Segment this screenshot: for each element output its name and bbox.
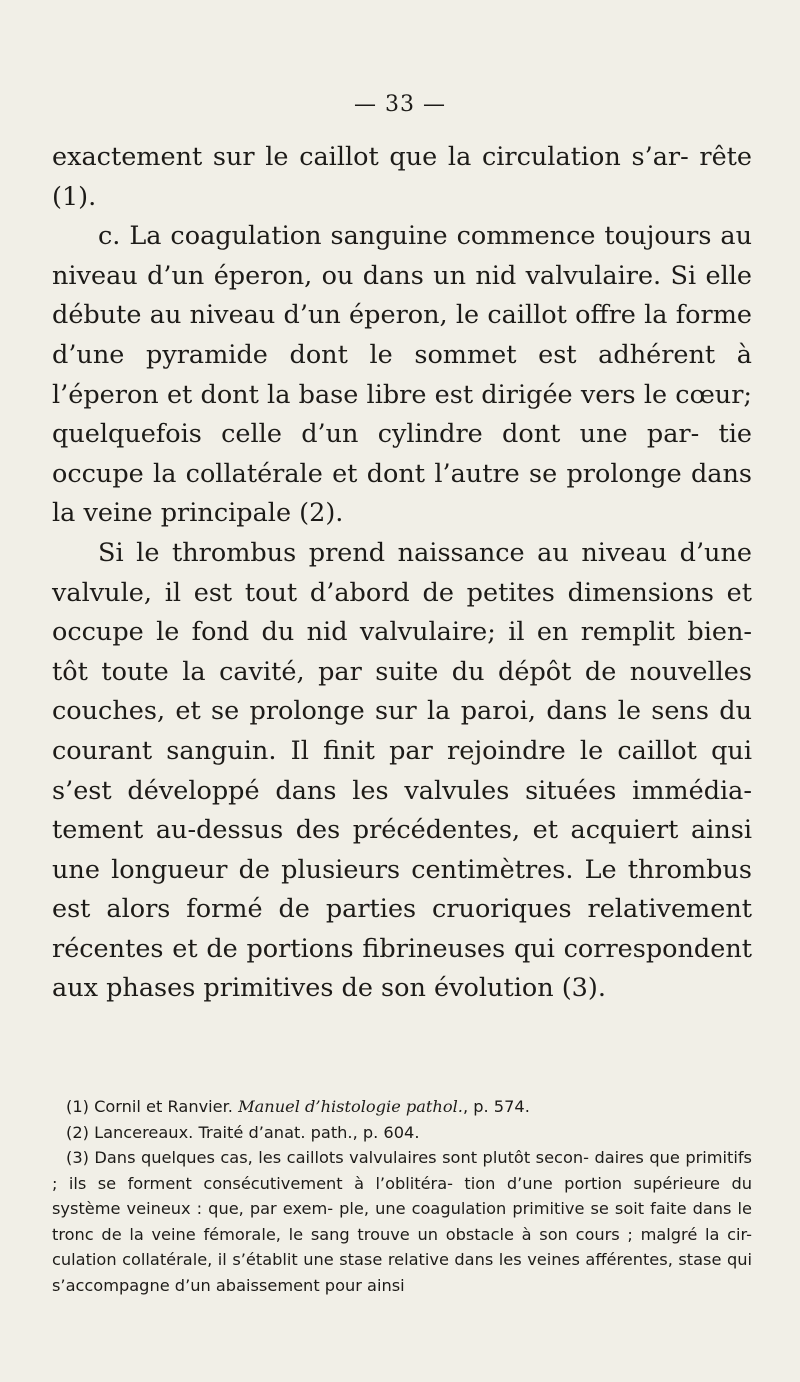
footnote-2: (2) Lancereaux. Traité d’anat. path., p. 604. <box>66 1122 420 1142</box>
footnote-1 <box>52 1094 752 1120</box>
paragraph-2: c. La coagulation sanguine commence toujours au niveau d’un éperon, ou dans un nid valvulaire. Si elle débute au niveau d’un éperon, le caillot offre la forme d’une pyramide dont le sommet est adhérent à l’éperon et dont la base libre est dirigée vers le cœur; quelquefois celle d’un cylindre dont une par- tie occupe la collatérale et dont l’autre se prolonge dans la veine principale (2). <box>52 221 752 529</box>
paragraph-3: Si le thrombus prend naissance au niveau d’une valvule, il est tout d’abord de petites dimensions et occupe le fond du nid valvulaire; il en remplit bien- tôt toute la cavité, par suite du dépôt de nouvelles couches, et se prolonge sur la paroi, dans le sens du courant sanguin. Il finit par rejoindre le caillot qui s’est développé dans les valvules situées immédia- tement au-dessus des précédentes, et acquiert ainsi une longueur de plusieurs centimètres. Le thrombus est alors formé de parties cruoriques relativement récentes et de portions fibrineuses qui correspondent aux phases primitives de son évolution (3). <box>52 537 752 1004</box>
footnote-1-suffix: , p. 574. <box>462 1097 530 1116</box>
page-number: — 33 — <box>354 92 446 117</box>
paragraph-1: exactement sur le caillot que la circulation s’ar- rête (1). <box>52 142 752 212</box>
footnote-3: (3) Dans quelques cas, les caillots valvulaires sont plutôt secon- daires que primitifs ; ils se forment consécutivement à l’oblitéra- tion d’une portion supérieure du système veineux : que, par exem- ple, une coagulation primitive se soit faite dans le tronc de la veine fémorale, le sang trouve un obstacle à son cours ; malgré la cir- culation collatérale, il s’établit une stase relative dans les veines afférentes, stase qui s’accompagne d’un abaissement pour ainsi <box>52 1148 752 1295</box>
footnote-1-title: Manuel d’histologie pathol. <box>238 1097 463 1116</box>
main-text <box>52 138 752 1009</box>
footnotes <box>52 1094 752 1298</box>
footnote-1-prefix: (1) Cornil et Ranvier. <box>66 1097 239 1116</box>
